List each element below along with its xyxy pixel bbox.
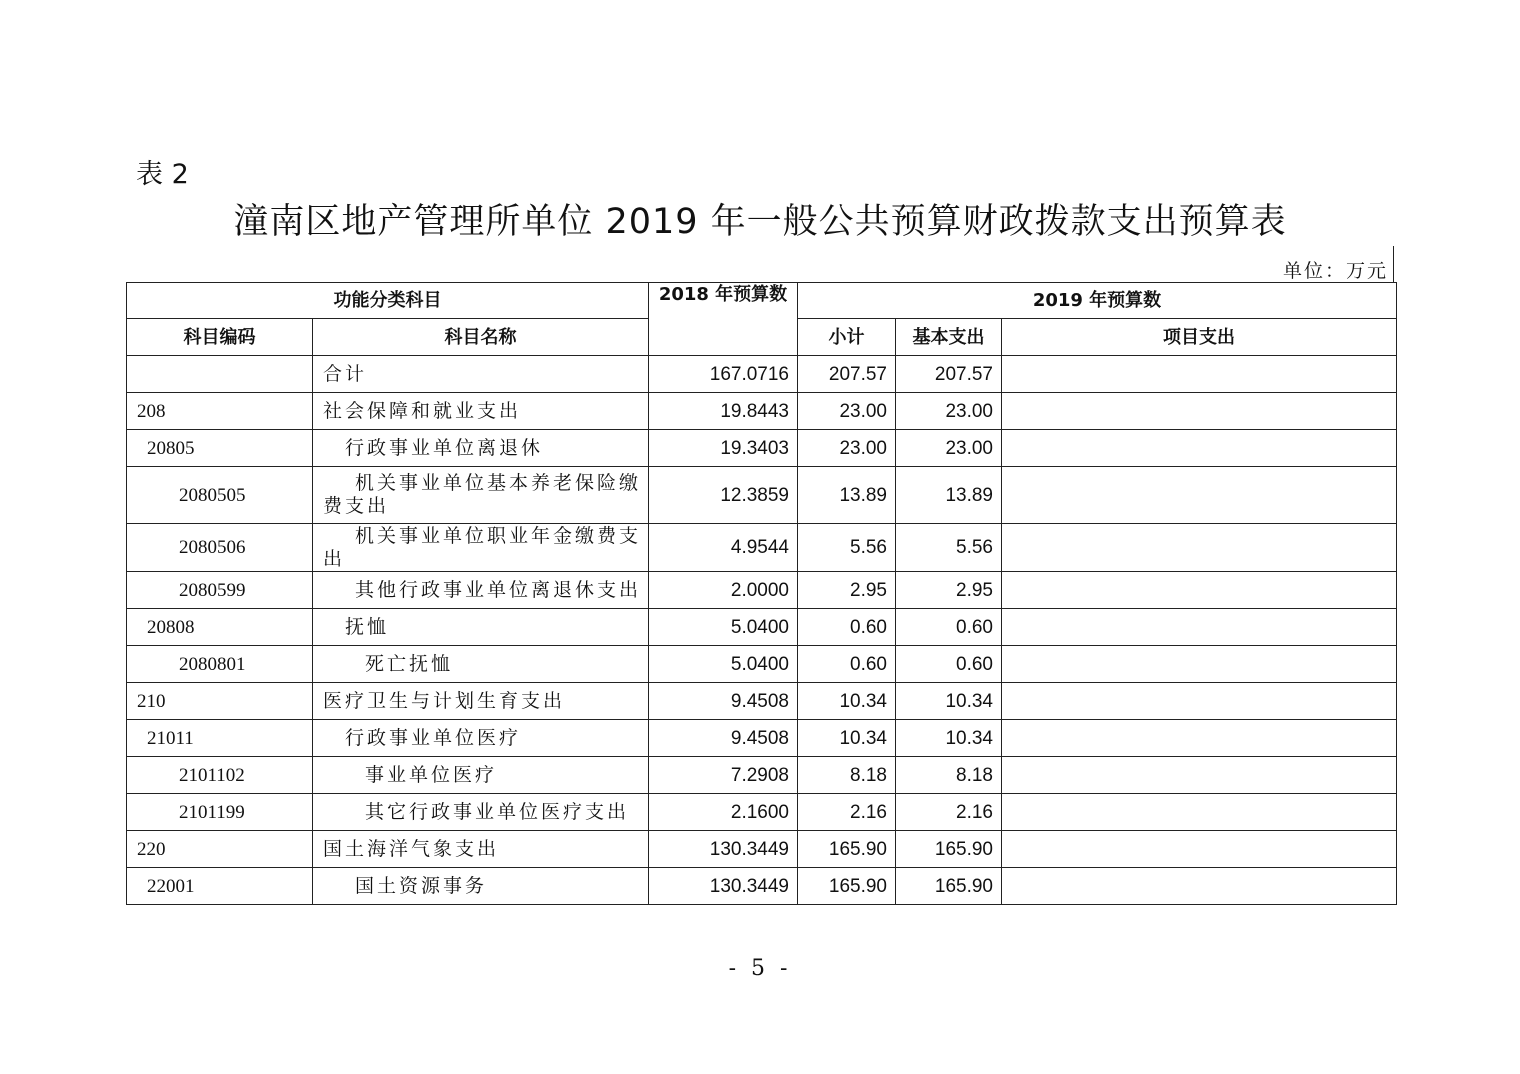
row-subtotal: 0.60 [798,646,896,683]
page-number: - 5 - [728,956,792,981]
table-row [127,646,1397,683]
row-budget-2018: 19.8443 [649,393,798,430]
row-project [1002,831,1397,868]
row-project [1002,356,1397,393]
row-basic: 2.16 [896,794,1002,831]
row-basic: 0.60 [896,646,1002,683]
row-name: 行政事业单位离退休 [313,430,649,467]
row-code: 22001 [127,868,313,905]
table-label: 表 2 [136,159,189,190]
row-code: 2080801 [127,646,313,683]
table-row [127,356,1397,393]
row-basic: 207.57 [896,356,1002,393]
header-code: 科目编码 [127,319,313,356]
row-name: 医疗卫生与计划生育支出 [313,683,649,720]
row-basic: 10.34 [896,683,1002,720]
row-budget-2018: 7.2908 [649,757,798,794]
row-subtotal: 10.34 [798,683,896,720]
row-code: 2080599 [127,572,313,609]
row-basic: 165.90 [896,831,1002,868]
row-project [1002,430,1397,467]
row-subtotal: 5.56 [798,524,896,572]
header-function-group: 功能分类科目 [127,283,649,319]
row-project [1002,868,1397,905]
row-code [127,356,313,393]
row-subtotal: 23.00 [798,393,896,430]
row-project [1002,757,1397,794]
row-basic: 23.00 [896,430,1002,467]
table-row [127,757,1397,794]
table-row [127,467,1397,524]
row-budget-2018: 4.9544 [649,524,798,572]
row-budget-2018: 2.0000 [649,572,798,609]
row-name: 国土海洋气象支出 [313,831,649,868]
table-row [127,794,1397,831]
row-code: 2101199 [127,794,313,831]
row-name: 合计 [313,356,649,393]
row-name: 抚恤 [313,609,649,646]
unit-divider [1393,246,1394,282]
table-row [127,393,1397,430]
row-project [1002,609,1397,646]
header-subtotal: 小计 [798,319,896,356]
row-name: 事业单位医疗 [313,757,649,794]
table-row [127,609,1397,646]
row-subtotal: 23.00 [798,430,896,467]
row-basic: 10.34 [896,720,1002,757]
row-project [1002,572,1397,609]
row-project [1002,646,1397,683]
row-subtotal: 2.95 [798,572,896,609]
row-basic: 23.00 [896,393,1002,430]
row-budget-2018: 2.1600 [649,794,798,831]
row-code: 20805 [127,430,313,467]
table-row [127,572,1397,609]
row-budget-2018: 130.3449 [649,868,798,905]
row-name: 国土资源事务 [313,868,649,905]
row-budget-2018: 130.3449 [649,831,798,868]
row-subtotal: 13.89 [798,467,896,524]
row-name: 机关事业单位基本养老保险缴费支出 [313,467,649,524]
row-name: 行政事业单位医疗 [313,720,649,757]
table-row [127,720,1397,757]
row-budget-2018: 5.0400 [649,609,798,646]
row-code: 208 [127,393,313,430]
document-title: 潼南区地产管理所单位 2019 年一般公共预算财政拨款支出预算表 [233,202,1287,242]
row-budget-2018: 12.3859 [649,467,798,524]
row-budget-2018: 5.0400 [649,646,798,683]
table-row [127,524,1397,572]
header-name: 科目名称 [313,319,649,356]
table-row [127,831,1397,868]
row-project [1002,393,1397,430]
row-code: 210 [127,683,313,720]
row-project [1002,794,1397,831]
row-subtotal: 165.90 [798,831,896,868]
row-project [1002,467,1397,524]
row-budget-2018: 9.4508 [649,720,798,757]
row-subtotal: 207.57 [798,356,896,393]
row-name: 机关事业单位职业年金缴费支出 [313,524,649,572]
table-row [127,868,1397,905]
row-name: 其它行政事业单位医疗支出 [313,794,649,831]
row-project [1002,524,1397,572]
row-subtotal: 165.90 [798,868,896,905]
row-code: 21011 [127,720,313,757]
row-basic: 8.18 [896,757,1002,794]
table-row [127,683,1397,720]
header-budget-2019-group: 2019 年预算数 [798,283,1397,319]
row-budget-2018: 9.4508 [649,683,798,720]
row-subtotal: 0.60 [798,609,896,646]
row-basic: 13.89 [896,467,1002,524]
row-code: 2080506 [127,524,313,572]
row-basic: 0.60 [896,609,1002,646]
row-project [1002,683,1397,720]
budget-table [126,282,1397,905]
row-subtotal: 2.16 [798,794,896,831]
row-basic: 165.90 [896,868,1002,905]
row-name: 死亡抚恤 [313,646,649,683]
row-subtotal: 8.18 [798,757,896,794]
row-code: 2101102 [127,757,313,794]
row-project [1002,720,1397,757]
header-project: 项目支出 [1002,319,1397,356]
table-row [127,430,1397,467]
row-code: 2080505 [127,467,313,524]
row-budget-2018: 167.0716 [649,356,798,393]
row-code: 220 [127,831,313,868]
row-subtotal: 10.34 [798,720,896,757]
row-code: 20808 [127,609,313,646]
row-name: 社会保障和就业支出 [313,393,649,430]
header-basic: 基本支出 [896,319,1002,356]
row-basic: 2.95 [896,572,1002,609]
row-basic: 5.56 [896,524,1002,572]
row-name: 其他行政事业单位离退休支出 [313,572,649,609]
header-budget-2018: 2018 年预算数 [649,283,798,356]
unit-note: 单位：万元 [1282,260,1388,282]
row-budget-2018: 19.3403 [649,430,798,467]
